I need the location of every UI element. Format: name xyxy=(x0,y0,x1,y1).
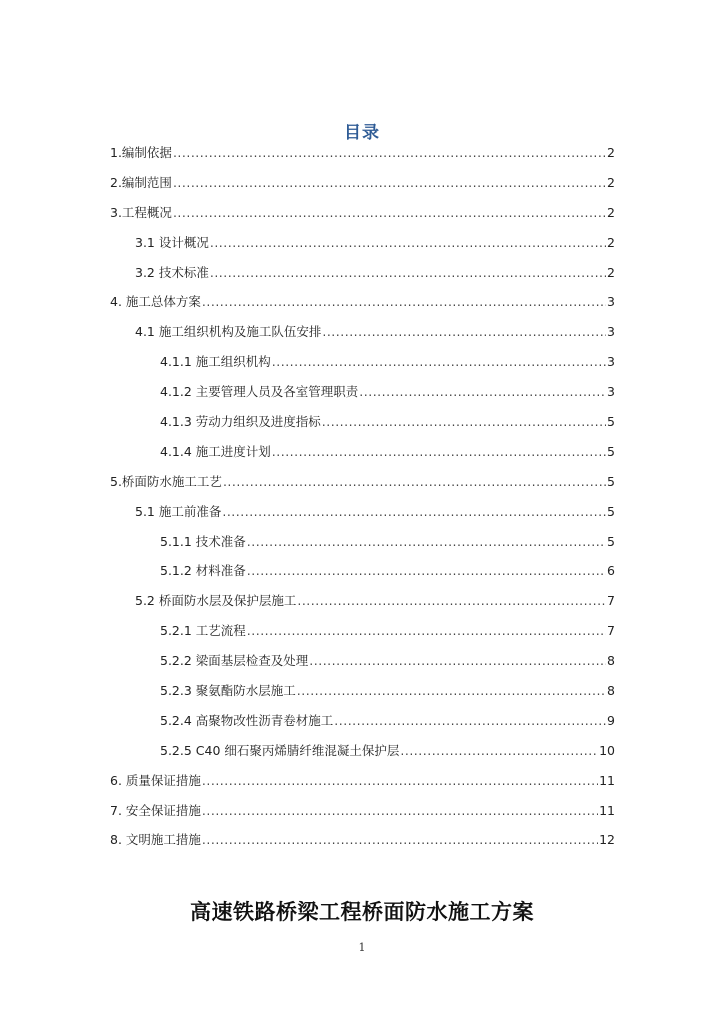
toc-dot-leader xyxy=(334,710,606,732)
toc-entry[interactable] xyxy=(110,202,615,232)
toc-entry-page-number: 2 xyxy=(607,204,615,220)
toc-heading: 目录 xyxy=(344,123,380,143)
toc-entry[interactable] xyxy=(110,321,615,351)
toc-entry-page-number: 3 xyxy=(607,294,615,310)
toc-entry[interactable] xyxy=(110,710,615,740)
toc-dot-leader xyxy=(222,501,606,523)
toc-entry-title: 6. 质量保证措施 xyxy=(110,772,201,788)
toc-entry-page-number: 3 xyxy=(607,354,615,370)
toc-entry-title: 3.2 技术标准 xyxy=(135,264,209,280)
toc-dot-leader xyxy=(173,172,606,194)
toc-dot-leader xyxy=(272,351,606,373)
toc-entry-title: 4.1.3 劳动力组织及进度指标 xyxy=(160,414,321,430)
toc-entry-title: 5.1 施工前准备 xyxy=(135,503,222,519)
toc-dot-leader xyxy=(400,740,598,762)
toc-dot-leader xyxy=(247,620,606,642)
toc-entry-title: 5.2.5 C40 细石聚丙烯腈纤维混凝土保护层 xyxy=(160,742,400,758)
toc-dot-leader xyxy=(247,531,606,553)
toc-dot-leader xyxy=(359,381,606,403)
toc-entry[interactable] xyxy=(110,650,615,680)
toc-entry-title: 5.2.4 高聚物改性沥青卷材施工 xyxy=(160,712,334,728)
toc-dot-leader xyxy=(173,142,606,164)
toc-entry-page-number: 6 xyxy=(607,563,615,579)
toc-entry-page-number: 11 xyxy=(599,802,615,818)
toc-entry-page-number: 5 xyxy=(607,473,615,489)
toc-entry[interactable] xyxy=(110,262,615,292)
toc-entry[interactable] xyxy=(110,351,615,381)
toc-entry[interactable] xyxy=(110,680,615,710)
toc-entry-title: 5.桥面防水施工工艺 xyxy=(110,473,222,489)
table-of-contents xyxy=(110,142,615,859)
toc-entry-page-number: 3 xyxy=(607,384,615,400)
toc-entry[interactable] xyxy=(110,829,615,859)
toc-entry[interactable] xyxy=(110,800,615,830)
toc-entry-page-number: 5 xyxy=(607,414,615,430)
toc-entry-title: 5.2.2 梁面基层检查及处理 xyxy=(160,653,309,669)
toc-entry-page-number: 2 xyxy=(607,145,615,160)
toc-dot-leader xyxy=(202,800,598,822)
toc-dot-leader xyxy=(309,650,606,672)
toc-entry-page-number: 12 xyxy=(599,832,615,848)
toc-entry-page-number: 2 xyxy=(607,264,615,280)
toc-entry[interactable] xyxy=(110,291,615,321)
toc-entry[interactable] xyxy=(110,740,615,770)
toc-entry-title: 7. 安全保证措施 xyxy=(110,802,201,818)
toc-entry-page-number: 7 xyxy=(607,623,615,639)
toc-entry-page-number: 5 xyxy=(607,533,615,549)
toc-entry-title: 4.1.2 主要管理人员及各室管理职责 xyxy=(160,384,359,400)
toc-entry-title: 5.1.2 材料准备 xyxy=(160,563,246,579)
toc-entry-page-number: 5 xyxy=(607,503,615,519)
toc-dot-leader xyxy=(247,560,606,582)
toc-entry-title: 4.1 施工组织机构及施工队伍安排 xyxy=(135,324,322,340)
toc-entry-title: 4.1.1 施工组织机构 xyxy=(160,354,271,370)
toc-entry-page-number: 5 xyxy=(607,443,615,459)
toc-dot-leader xyxy=(210,262,606,284)
toc-entry[interactable] xyxy=(110,441,615,471)
toc-entry[interactable] xyxy=(110,142,615,172)
toc-dot-leader xyxy=(297,590,606,612)
toc-entry-title: 3.工程概况 xyxy=(110,204,172,220)
toc-entry-page-number: 10 xyxy=(599,742,615,758)
toc-entry-title: 5.2 桥面防水层及保护层施工 xyxy=(135,593,297,609)
toc-entry[interactable] xyxy=(110,770,615,800)
toc-entry-page-number: 11 xyxy=(599,772,615,788)
toc-entry-title: 5.2.1 工艺流程 xyxy=(160,623,246,639)
toc-entry-title: 1.编制依据 xyxy=(110,145,172,160)
toc-entry-title: 8. 文明施工措施 xyxy=(110,832,201,848)
toc-entry[interactable] xyxy=(110,620,615,650)
document-title: 高速铁路桥梁工程桥面防水施工方案 xyxy=(190,900,534,924)
page-number: 1 xyxy=(358,941,366,954)
toc-entry[interactable] xyxy=(110,560,615,590)
toc-dot-leader xyxy=(202,291,606,313)
toc-dot-leader xyxy=(210,232,606,254)
toc-entry[interactable] xyxy=(110,471,615,501)
toc-dot-leader xyxy=(223,471,606,493)
toc-entry-title: 4. 施工总体方案 xyxy=(110,294,201,310)
toc-entry-page-number: 2 xyxy=(607,234,615,250)
toc-entry-title: 4.1.4 施工进度计划 xyxy=(160,443,271,459)
toc-entry-title: 3.1 设计概况 xyxy=(135,234,209,250)
toc-entry[interactable] xyxy=(110,501,615,531)
toc-dot-leader xyxy=(322,321,606,343)
toc-entry[interactable] xyxy=(110,531,615,561)
toc-dot-leader xyxy=(202,770,598,792)
toc-dot-leader xyxy=(173,202,606,224)
toc-entry[interactable] xyxy=(110,172,615,202)
toc-entry-page-number: 7 xyxy=(607,593,615,609)
toc-entry-page-number: 3 xyxy=(607,324,615,340)
toc-entry-page-number: 2 xyxy=(607,174,615,190)
toc-entry-page-number: 8 xyxy=(607,653,615,669)
toc-entry[interactable] xyxy=(110,590,615,620)
toc-entry-page-number: 9 xyxy=(607,712,615,728)
toc-dot-leader xyxy=(322,411,606,433)
toc-entry-title: 2.编制范围 xyxy=(110,174,172,190)
toc-entry[interactable] xyxy=(110,381,615,411)
toc-dot-leader xyxy=(272,441,606,463)
toc-entry-title: 5.2.3 聚氨酯防水层施工 xyxy=(160,683,296,699)
toc-entry-page-number: 8 xyxy=(607,683,615,699)
toc-entry[interactable] xyxy=(110,232,615,262)
toc-entry-title: 5.1.1 技术准备 xyxy=(160,533,246,549)
toc-dot-leader xyxy=(297,680,606,702)
toc-dot-leader xyxy=(202,829,598,851)
toc-entry[interactable] xyxy=(110,411,615,441)
